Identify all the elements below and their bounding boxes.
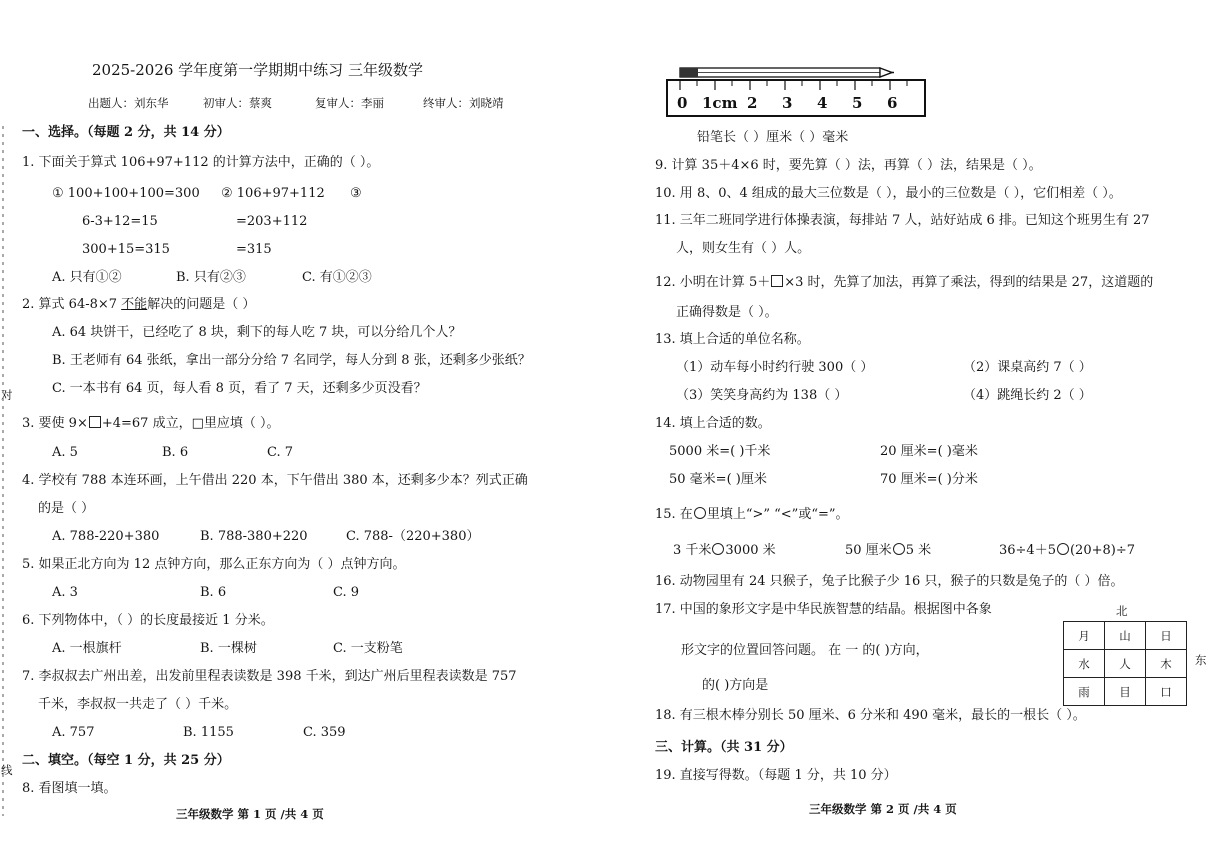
question-11: 11. 三年二班同学进行体操表演，每排站 7 人，站好站成 6 排。已知这个班男生有 27 xyxy=(655,213,1150,228)
q1-method2-line3: =315 xyxy=(236,242,272,257)
grid-cell: 口 xyxy=(1146,678,1187,706)
question-10: 10. 用 8、0、4 组成的最大三位数是（ ），最小的三位数是（ ），它们相差（ ）。 xyxy=(655,186,1122,201)
q15-compare-3: 36÷4＋5 (20+8)÷7 xyxy=(999,543,1135,558)
q1-option-b: B. 只有②③ xyxy=(176,270,246,285)
grid-cell: 目 xyxy=(1105,678,1146,706)
question-12-cont: 正确得数是（ ）。 xyxy=(676,305,778,320)
question-17-cont-2: 的( )方向是 xyxy=(702,678,769,693)
q1-method2-line1: ② 106+97+112 xyxy=(221,186,325,201)
q5-option-b: B. 6 xyxy=(200,585,227,600)
edge-char-xian: 线 xyxy=(1,763,13,777)
ruler-label-0: 0 xyxy=(677,94,688,112)
q1-method3: ③ xyxy=(350,186,362,201)
blank-box xyxy=(771,275,783,287)
q7-option-c: C. 359 xyxy=(303,725,346,740)
compare-circle xyxy=(694,507,706,519)
q5-option-c: C. 9 xyxy=(333,585,360,600)
grid-cell: 月 xyxy=(1064,622,1105,650)
question-19: 19. 直接写得数。（每题 1 分，共 10 分） xyxy=(655,768,897,783)
question-17-cont-1: 形文字的位置回答问题。 在 ⼀ 的( )方向， xyxy=(681,643,929,658)
grid-cell: 雨 xyxy=(1064,678,1105,706)
q2-option-c: C. 一本书有 64 页，每人看 8 页，看了 7 天，还剩多少页没看？ xyxy=(52,381,427,396)
compass-east-label: 东 xyxy=(1195,653,1207,667)
question-14: 14. 填上合适的数。 xyxy=(655,416,771,431)
page-footer-2: 三年级数学 第 2 页 /共 4 页 xyxy=(809,802,957,816)
question-17: 17. 中国的象形文字是中华民族智慧的结晶。根据图中各象 xyxy=(655,602,992,617)
ruler-label-4: 4 xyxy=(817,94,828,112)
page-footer-1: 三年级数学 第 1 页 /共 4 页 xyxy=(176,807,324,821)
section-3-heading: 三、计算。（共 31 分） xyxy=(655,740,793,755)
q3-option-c: C. 7 xyxy=(267,445,294,460)
question-9: 9. 计算 35＋4×6 时，要先算（ ）法，再算（ ）法，结果是（ ）。 xyxy=(655,158,1042,173)
q2-option-a: A. 64 块饼干，已经吃了 8 块，剩下的每人吃 7 块，可以分给几个人？ xyxy=(52,325,462,340)
grid-cell: 日 xyxy=(1146,622,1187,650)
section-2-heading: 二、填空。（每空 1 分，共 25 分） xyxy=(22,753,230,768)
ruler-label-3: 3 xyxy=(782,94,793,112)
q1-method1-line2: 6-3+12=15 xyxy=(82,214,158,229)
question-6: 6. 下列物体中，（ ）的长度最接近 1 分米。 xyxy=(22,613,274,628)
q6-option-a: A. 一根旗杆 xyxy=(52,641,122,656)
first-reviewer: 初审人：蔡爽 xyxy=(203,96,272,110)
ruler-label-1cm: 1cm xyxy=(702,94,738,112)
q1-option-c: C. 有①②③ xyxy=(302,270,372,285)
q6-option-b: B. 一棵树 xyxy=(200,641,257,656)
compare-circle xyxy=(1057,543,1069,555)
q13-item-2: （2）课桌高约 7（ ） xyxy=(963,360,1092,375)
pencil-length-question: 铅笔长（ ）厘米（ ）毫米 xyxy=(697,130,849,145)
question-4-cont: 的是（ ） xyxy=(38,501,95,516)
question-7: 7. 李叔叔去广州出差，出发前里程表读数是 398 千米，到达广州后里程表读数是 757 xyxy=(22,669,517,684)
q7-option-b: B. 1155 xyxy=(183,725,234,740)
q5-option-a: A. 3 xyxy=(52,585,78,600)
q15-compare-1: 3 千米 3000 米 xyxy=(673,543,776,558)
q13-item-3: （3）笑笑身高约为 138（ ） xyxy=(676,388,848,403)
q14-item-1: 5000 米=( )千米 xyxy=(669,444,771,459)
ruler-label-5: 5 xyxy=(852,94,863,112)
ruler-pencil-figure xyxy=(666,66,928,118)
section-1-heading: 一、选择。（每题 2 分，共 14 分） xyxy=(22,125,230,140)
question-12: 12. 小明在计算 5＋ ×3 时，先算了加法，再算了乘法，得到的结果是 27，这道题的 xyxy=(655,275,1154,290)
question-8: 8. 看图填一填。 xyxy=(22,781,117,796)
q14-item-3: 50 毫米=( )厘米 xyxy=(669,472,767,487)
binding-edge xyxy=(0,126,7,816)
q4-option-c: C. 788-（220+380） xyxy=(346,529,480,544)
grid-cell: 水 xyxy=(1064,650,1105,678)
q13-item-1: （1）动车每小时约行驶 300（ ） xyxy=(676,360,874,375)
q14-item-4: 70 厘米=( )分米 xyxy=(880,472,978,487)
q4-option-a: A. 788-220+380 xyxy=(52,529,160,544)
blank-box xyxy=(89,416,101,428)
question-7-cont: 千米，李叔叔一共走了（ ）千米。 xyxy=(38,697,238,712)
final-reviewer: 终审人：刘晓靖 xyxy=(423,96,504,110)
q14-item-2: 20 厘米=( )毫米 xyxy=(880,444,978,459)
question-3: 3. 要使 9× +4=67 成立，□里应填（ ）。 xyxy=(22,416,280,431)
q1-method1-line1: ① 100+100+100=300 xyxy=(52,186,200,201)
q7-option-a: A. 757 xyxy=(52,725,95,740)
q4-option-b: B. 788-380+220 xyxy=(200,529,308,544)
question-16: 16. 动物园里有 24 只猴子，兔子比猴子少 16 只，猴子的只数是兔子的（ ）倍。 xyxy=(655,574,1124,589)
grid-cell: 木 xyxy=(1146,650,1187,678)
compass-north-label: 北 xyxy=(1116,604,1128,618)
q6-option-c: C. 一支粉笔 xyxy=(333,641,403,656)
q3-option-a: A. 5 xyxy=(52,445,78,460)
compare-circle xyxy=(712,543,724,555)
author: 出题人：刘东华 xyxy=(88,96,169,110)
ruler-label-2: 2 xyxy=(747,94,758,112)
second-reviewer: 复审人：李丽 xyxy=(315,96,384,110)
q1-method1-line3: 300+15=315 xyxy=(82,242,170,257)
ruler-label-6: 6 xyxy=(887,94,898,112)
question-1: 1. 下面关于算式 106+97+112 的计算方法中，正确的（ ）。 xyxy=(22,155,380,170)
question-5: 5. 如果正北方向为 12 点钟方向，那么正东方向为（ ）点钟方向。 xyxy=(22,557,406,572)
question-18: 18. 有三根木棒分别长 50 厘米、6 分米和 490 毫米，最长的一根长（ ）。 xyxy=(655,708,1086,723)
grid-cell: 山 xyxy=(1105,622,1146,650)
edge-char-dui: 对 xyxy=(1,388,13,402)
question-13: 13. 填上合适的单位名称。 xyxy=(655,332,810,347)
compare-circle xyxy=(893,543,905,555)
question-11-cont: 人，则女生有（ ）人。 xyxy=(676,241,811,256)
pictograph-grid xyxy=(1063,621,1187,706)
question-2: 2. 算式 64-8×7 不能解决的问题是（ ） xyxy=(22,297,256,312)
q1-method2-line2: =203+112 xyxy=(236,214,308,229)
question-4: 4. 学校有 788 本连环画，上午借出 220 本，下午借出 380 本，还剩多少本？列式正确 xyxy=(22,473,528,488)
q1-option-a: A. 只有①② xyxy=(52,270,122,285)
q3-option-b: B. 6 xyxy=(162,445,189,460)
exam-title: 2025-2026 学年度第一学期期中练习 三年级数学 xyxy=(92,61,423,79)
q13-item-4: （4）跳绳长约 2（ ） xyxy=(963,388,1092,403)
q2-option-b: B. 王老师有 64 张纸，拿出一部分分给 7 名同学，每人分到 8 张，还剩多少张纸？ xyxy=(52,353,531,368)
q15-compare-2: 50 厘米 5 米 xyxy=(845,543,932,558)
question-15: 15. 在 里填上“>” “<”或“=”。 xyxy=(655,507,849,522)
grid-cell: 人 xyxy=(1105,650,1146,678)
